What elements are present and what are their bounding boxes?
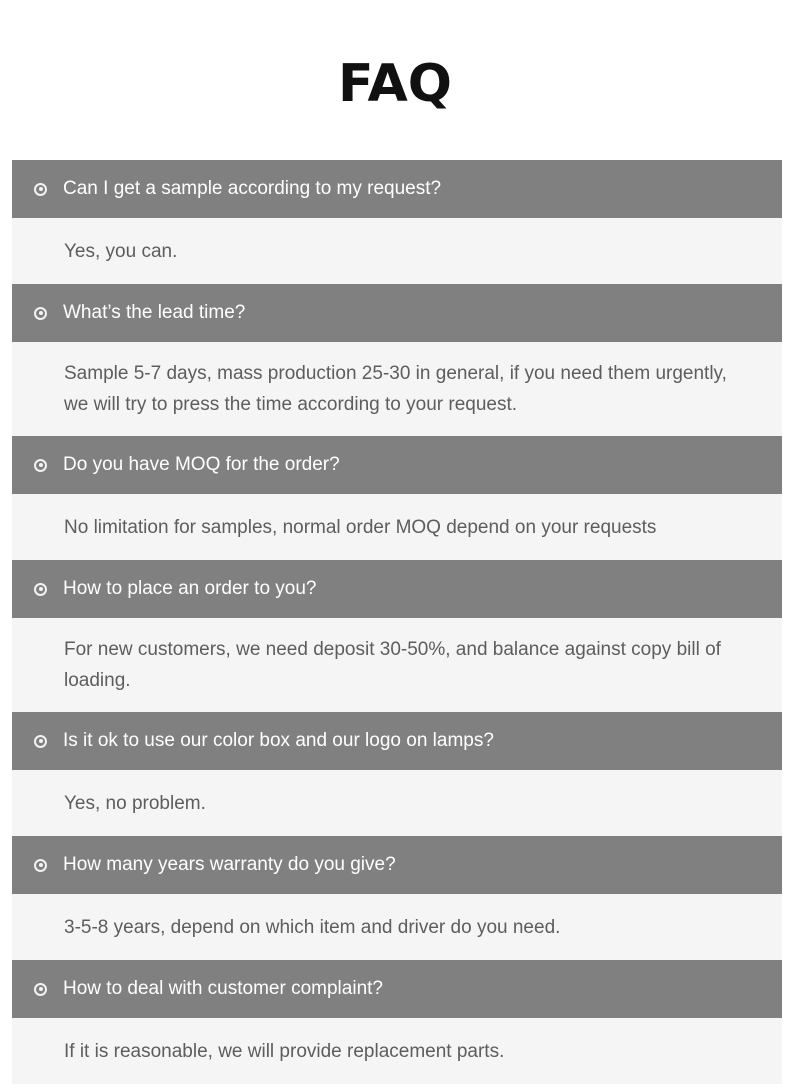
answer-text: No limitation for samples, normal order MOQ depend on your requests — [64, 516, 657, 538]
faq-question-6 — [12, 836, 782, 894]
faq-answer-5 — [12, 770, 782, 836]
answer-text: If it is reasonable, we will provide replacement parts. — [64, 1040, 505, 1062]
faq-question-7 — [12, 960, 782, 1018]
faq-question-3 — [12, 436, 782, 494]
circle-dot-icon — [34, 307, 47, 320]
question-text: Can I get a sample according to my request? — [63, 178, 442, 199]
faq-question-1 — [12, 160, 782, 218]
circle-dot-icon — [34, 983, 47, 996]
circle-dot-icon — [34, 735, 47, 748]
question-text: How to place an order to you? — [63, 578, 317, 599]
answer-text: For new customers, we need deposit 30-50%, and balance against copy bill of loading. — [64, 639, 721, 691]
faq-list — [12, 160, 782, 1084]
faq-question-2 — [12, 284, 782, 342]
circle-dot-icon — [34, 459, 47, 472]
faq-answer-7 — [12, 1018, 782, 1084]
circle-dot-icon — [34, 583, 47, 596]
faq-answer-4 — [12, 618, 782, 712]
answer-text: Yes, you can. — [64, 240, 178, 262]
circle-dot-icon — [34, 183, 47, 196]
faq-answer-2 — [12, 342, 782, 436]
faq-answer-1 — [12, 218, 782, 284]
page-title: FAQ — [337, 54, 452, 114]
question-text: Do you have MOQ for the order? — [63, 454, 340, 475]
faq-answer-6 — [12, 894, 782, 960]
question-text: How many years warranty do you give? — [63, 854, 396, 875]
faq-question-4 — [12, 560, 782, 618]
answer-text: Yes, no problem. — [64, 792, 206, 814]
answer-text: 3-5-8 years, depend on which item and driver do you need. — [64, 916, 561, 938]
answer-text: Sample 5-7 days, mass production 25-30 in general, if you need them urgently, we will try to press the time according to your request. — [64, 363, 727, 415]
faq-question-5 — [12, 712, 782, 770]
question-text: Is it ok to use our color box and our logo on lamps? — [63, 730, 494, 751]
question-text: How to deal with customer complaint? — [63, 978, 383, 999]
question-text: What’s the lead time? — [63, 302, 246, 323]
circle-dot-icon — [34, 859, 47, 872]
faq-answer-3 — [12, 494, 782, 560]
